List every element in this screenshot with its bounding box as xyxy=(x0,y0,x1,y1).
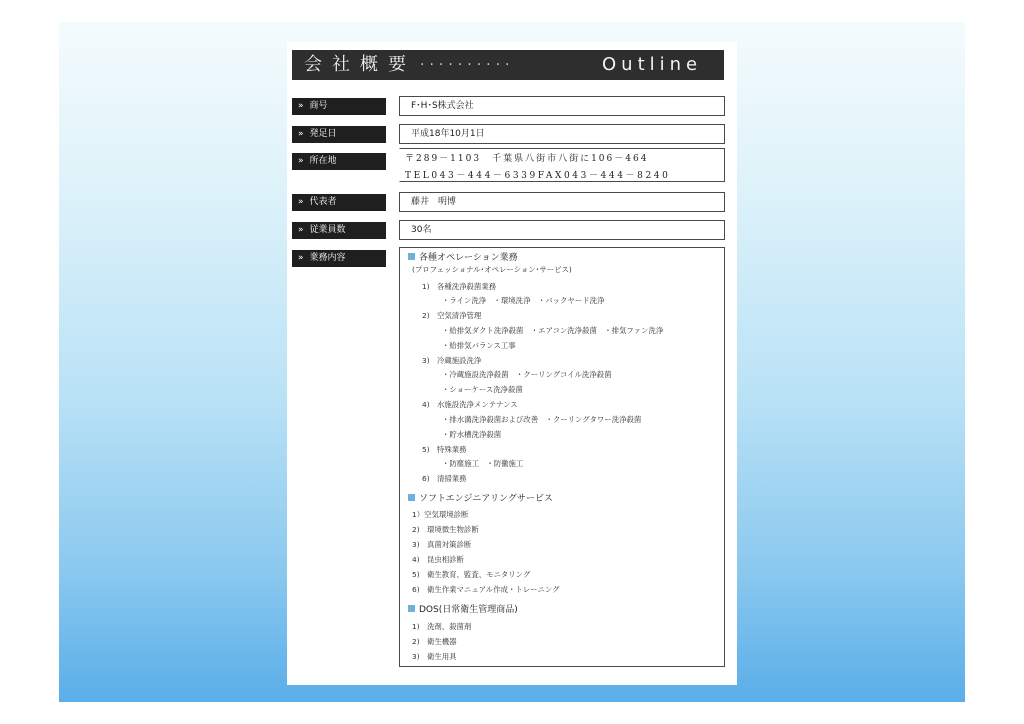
label-text: 商号 xyxy=(309,101,328,111)
address-field xyxy=(399,148,725,182)
address-line: 〒289－1103 千葉県八街市八街に106－464 xyxy=(405,154,649,164)
label-text: 代表者 xyxy=(309,197,337,207)
company-name-field xyxy=(399,96,725,116)
list-subitem: ・ショーケース洗浄殺菌 xyxy=(442,385,523,394)
section-subheading: (プロフェッショナル･オペレーション･サービス) xyxy=(412,265,572,274)
representative-value: 藤井 明博 xyxy=(411,197,457,207)
label-text: 業務内容 xyxy=(309,253,346,263)
section-heading xyxy=(408,604,518,616)
list-item: 2) 衛生機器 xyxy=(412,637,457,646)
page-title-english: Outline xyxy=(602,54,703,75)
list-item: 2) 空気清浄管理 xyxy=(422,311,482,320)
chevron-right-icon: » xyxy=(298,253,304,263)
employees-field xyxy=(399,220,725,240)
list-item: 6) 清掃業務 xyxy=(422,474,467,483)
label-text: 発足日 xyxy=(309,129,337,139)
founded-value: 平成18年10月1日 xyxy=(411,129,485,139)
square-bullet-icon xyxy=(408,605,415,612)
list-item: 4) 昆虫相診断 xyxy=(412,555,464,564)
list-subitem: ・排水溝洗浄殺菌および改善 ・クーリングタワー洗浄殺菌 xyxy=(442,415,642,424)
section-heading-text: 各種オペレーション業務 xyxy=(419,253,518,263)
list-subitem: ・冷蔵施設洗浄殺菌 ・クーリングコイル洗浄殺菌 xyxy=(442,370,612,379)
label-company-name xyxy=(292,98,386,115)
section-heading xyxy=(408,493,553,505)
chevron-right-icon: » xyxy=(298,197,304,207)
square-bullet-icon xyxy=(408,494,415,501)
list-item: 3) 真菌対策診断 xyxy=(412,540,472,549)
label-business xyxy=(292,250,386,267)
company-name-value: F･H･S株式会社 xyxy=(411,101,474,111)
list-item: 2) 環境微生物診断 xyxy=(412,525,479,534)
square-bullet-icon xyxy=(408,253,415,260)
page-title: 会社概要 xyxy=(304,54,416,75)
label-address xyxy=(292,153,386,170)
title-leader-dots: ·········· xyxy=(420,57,515,73)
list-subitem: ・給排気ダクト洗浄殺菌 ・エアコン洗浄殺菌 ・排気ファン洗浄 xyxy=(442,326,664,335)
list-item: 5) 特殊業務 xyxy=(422,445,467,454)
section-heading-text: ソフトエンジニアリングサービス xyxy=(419,494,553,504)
list-item: 1）空気環境診断 xyxy=(412,510,469,519)
list-item: 6) 衛生作業マニュアル作成・トレーニング xyxy=(412,585,560,594)
chevron-right-icon: » xyxy=(298,101,304,111)
chevron-right-icon: » xyxy=(298,129,304,139)
list-item: 1) 洗剤、殺菌剤 xyxy=(412,622,472,631)
label-text: 従業員数 xyxy=(309,225,346,235)
section-heading xyxy=(408,252,518,264)
chevron-right-icon: » xyxy=(298,225,304,235)
phone-fax-line: TEL043－444－6339FAX043－444－8240 xyxy=(405,171,671,181)
list-subitem: ・貯水槽洗浄殺菌 xyxy=(442,430,502,439)
list-subitem: ・ライン洗浄 ・環境洗浄 ・バックヤード洗浄 xyxy=(442,296,605,305)
list-subitem: ・防塵施工 ・防黴施工 xyxy=(442,459,524,468)
company-outline-document xyxy=(287,42,737,685)
list-item: 5) 衛生教育、監査、モニタリング xyxy=(412,570,531,579)
business-field xyxy=(399,247,725,667)
label-founded xyxy=(292,126,386,143)
label-employees xyxy=(292,222,386,239)
chevron-right-icon: » xyxy=(298,156,304,166)
label-representative xyxy=(292,194,386,211)
list-item: 3) 衛生用具 xyxy=(412,652,457,661)
section-heading-text: DOS(日常衛生管理商品) xyxy=(419,605,518,615)
employees-value: 30名 xyxy=(411,225,432,235)
title-bar xyxy=(292,50,724,80)
list-item: 4) 水施設洗浄メンテナンス xyxy=(422,400,518,409)
founded-field xyxy=(399,124,725,144)
label-text: 所在地 xyxy=(309,156,337,166)
representative-field xyxy=(399,192,725,212)
list-item: 1) 各種洗浄殺菌業務 xyxy=(422,282,497,291)
list-item: 3) 冷蔵施設洗浄 xyxy=(422,356,482,365)
list-subitem: ・給排気バランス工事 xyxy=(442,341,516,350)
